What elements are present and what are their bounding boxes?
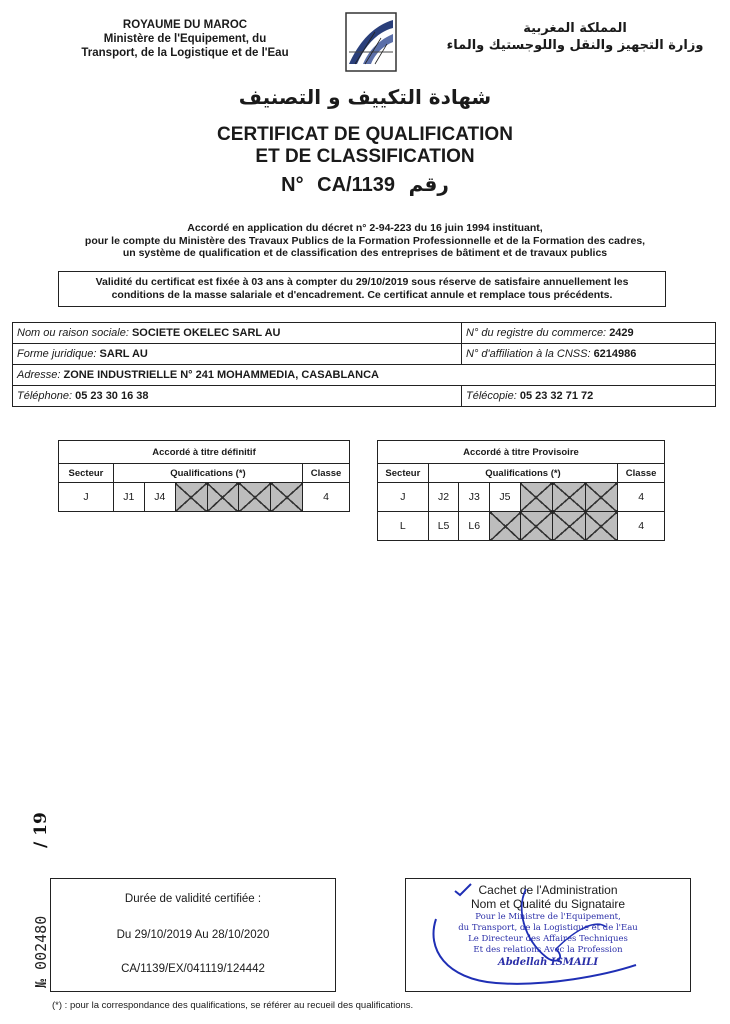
decree-text bbox=[40, 222, 690, 260]
qualification-cell: L5 bbox=[428, 512, 459, 541]
fax-label: Télécopie: bbox=[466, 390, 517, 402]
crossed-cell bbox=[553, 483, 585, 512]
decree-line-2: pour le compte du Ministère des Travaux Publics de la Formation Professionnelle et de la Formation des cadres, bbox=[84, 234, 646, 247]
certificate-number bbox=[180, 172, 550, 197]
stamp-line-1: Pour le Ministre de l'Equipement, bbox=[475, 912, 621, 922]
qualification-cell: J3 bbox=[459, 483, 490, 512]
col-class: Classe bbox=[303, 464, 350, 483]
number-value: CA/1139 bbox=[317, 174, 395, 196]
sector-cell: J bbox=[378, 483, 429, 512]
crossed-cell bbox=[239, 483, 271, 512]
class-cell: 4 bbox=[618, 483, 665, 512]
col-qualifications: Qualifications (*) bbox=[113, 464, 302, 483]
number-prefix: N° bbox=[281, 174, 304, 196]
qualification-cell: J4 bbox=[144, 483, 175, 512]
header-arabic bbox=[440, 20, 710, 54]
fax-value: 05 23 32 71 72 bbox=[519, 390, 594, 402]
validity-line-2: conditions de la masse salariale et d'encadrement. Ce certificat annule et remplace tous précédents. bbox=[111, 289, 613, 301]
table-row bbox=[59, 464, 350, 483]
duration-title: Durée de validité certifiée : bbox=[124, 893, 262, 905]
crossed-cell bbox=[585, 512, 617, 541]
title-line-2: ET DE CLASSIFICATION bbox=[255, 146, 475, 167]
legal-form-label: Forme juridique: bbox=[17, 348, 97, 360]
legal-form-value: SARL AU bbox=[99, 348, 148, 360]
title-arabic: شهادة التكييف و التصنيف bbox=[238, 85, 492, 109]
header-ministry-2: Transport, de la Logistique et de l'Eau bbox=[81, 47, 289, 59]
duration-reference: CA/1139/EX/041119/124442 bbox=[121, 963, 265, 975]
header-ministry-ar: وزارة التجهيز والنقل واللوجستيك والماء bbox=[446, 38, 704, 53]
class-cell: 4 bbox=[618, 512, 665, 541]
crossed-cell bbox=[553, 512, 585, 541]
serial-page: / 19 bbox=[31, 812, 51, 848]
class-cell: 4 bbox=[303, 483, 350, 512]
table-row bbox=[378, 483, 665, 512]
sector-cell: L bbox=[378, 512, 429, 541]
address-value: ZONE INDUSTRIELLE N° 241 MOHAMMEDIA, CASABLANCA bbox=[63, 369, 379, 381]
phone-cell bbox=[13, 386, 462, 407]
table-row bbox=[59, 441, 350, 464]
footnote: (*) : pour la correspondance des qualifications, se référer au recueil des qualifications. bbox=[52, 1000, 414, 1011]
crossed-cell bbox=[207, 483, 239, 512]
table-row bbox=[378, 464, 665, 483]
validity-box bbox=[58, 271, 666, 307]
crossed-cell bbox=[271, 483, 303, 512]
col-qualifications: Qualifications (*) bbox=[428, 464, 618, 483]
decree-line-3: un système de qualification et de classification des entreprises de bâtiment et de travaux publics bbox=[122, 247, 608, 259]
definitive-qualifications-table bbox=[58, 440, 350, 512]
table-row bbox=[13, 386, 716, 407]
number-arabic: رقم bbox=[408, 172, 449, 196]
table-row bbox=[13, 344, 716, 365]
header-ministry-1: Ministère de l'Equipement, du bbox=[103, 33, 267, 45]
col-sector: Secteur bbox=[59, 464, 114, 483]
phone-value: 05 23 30 16 38 bbox=[75, 390, 149, 402]
rc-cell bbox=[462, 323, 716, 344]
stamp-line-3: Le Directeur des Affaires Techniques bbox=[468, 934, 628, 944]
company-name-label: Nom ou raison sociale: bbox=[17, 327, 129, 339]
validity-duration-box bbox=[50, 878, 336, 992]
qualification-cell: J5 bbox=[490, 483, 521, 512]
crossed-cell bbox=[490, 512, 521, 541]
crossed-cell bbox=[520, 512, 552, 541]
certificate-title bbox=[120, 124, 610, 168]
signature-box bbox=[405, 878, 691, 992]
table-row bbox=[13, 323, 716, 344]
qualification-cell: J2 bbox=[428, 483, 459, 512]
cnss-value: 6214986 bbox=[593, 348, 637, 360]
phone-label: Téléphone: bbox=[17, 390, 73, 402]
title-line-1: CERTIFICAT DE QUALIFICATION bbox=[217, 124, 513, 145]
legal-form-cell bbox=[13, 344, 462, 365]
rc-label: N° du registre du commerce: bbox=[466, 327, 607, 339]
stamp-line-2: du Transport, de la Logistique et de l'Eau bbox=[458, 923, 638, 933]
validity-line-1: Validité du certificat est fixée à 03 ans à compter du 29/10/2019 sous réserve de satisfaire annuellement les bbox=[95, 276, 629, 288]
table-row bbox=[378, 441, 665, 464]
header-french bbox=[40, 18, 330, 60]
provisional-caption: Accordé à titre Provisoire bbox=[378, 441, 665, 464]
header-kingdom: ROYAUME DU MAROC bbox=[122, 19, 248, 31]
signatory-label: Nom et Qualité du Signataire bbox=[470, 897, 626, 911]
header-kingdom-ar: المملكة المغربية bbox=[523, 21, 627, 36]
company-info-table bbox=[12, 322, 716, 407]
col-sector: Secteur bbox=[378, 464, 429, 483]
stamp-line-4: Et des relations Avec la Profession bbox=[473, 945, 623, 955]
handwritten-signature-icon bbox=[406, 879, 690, 991]
qualification-cell: J1 bbox=[113, 483, 144, 512]
company-name-cell bbox=[13, 323, 462, 344]
table-row bbox=[59, 483, 350, 512]
stamp-signatory-name: Abdellah ISMAILI bbox=[497, 957, 599, 968]
table-row bbox=[378, 512, 665, 541]
admin-stamp-label: Cachet de l'Administration bbox=[478, 883, 618, 897]
cnss-cell bbox=[462, 344, 716, 365]
col-class: Classe bbox=[618, 464, 665, 483]
provisional-qualifications-table bbox=[377, 440, 665, 541]
company-name-value: SOCIETE OKELEC SARL AU bbox=[131, 327, 281, 339]
qualification-cell: L6 bbox=[459, 512, 490, 541]
fax-cell bbox=[462, 386, 716, 407]
duration-period: Du 29/10/2019 Au 28/10/2020 bbox=[116, 929, 270, 941]
crossed-cell bbox=[175, 483, 207, 512]
sector-cell: J bbox=[59, 483, 114, 512]
table-row bbox=[13, 365, 716, 386]
cnss-label: N° d'affiliation à la CNSS: bbox=[466, 348, 591, 360]
rc-value: 2429 bbox=[609, 327, 634, 339]
crossed-cell bbox=[520, 483, 552, 512]
decree-line-1: Accordé en application du décret n° 2-94-223 du 16 juin 1994 instituant, bbox=[187, 222, 543, 234]
serial-number-text: № 002480 bbox=[32, 915, 50, 988]
crossed-cell bbox=[585, 483, 617, 512]
definitive-caption: Accordé à titre définitif bbox=[59, 441, 350, 464]
address-label: Adresse: bbox=[17, 369, 61, 381]
ministry-logo-icon bbox=[345, 12, 397, 72]
address-cell bbox=[13, 365, 716, 386]
